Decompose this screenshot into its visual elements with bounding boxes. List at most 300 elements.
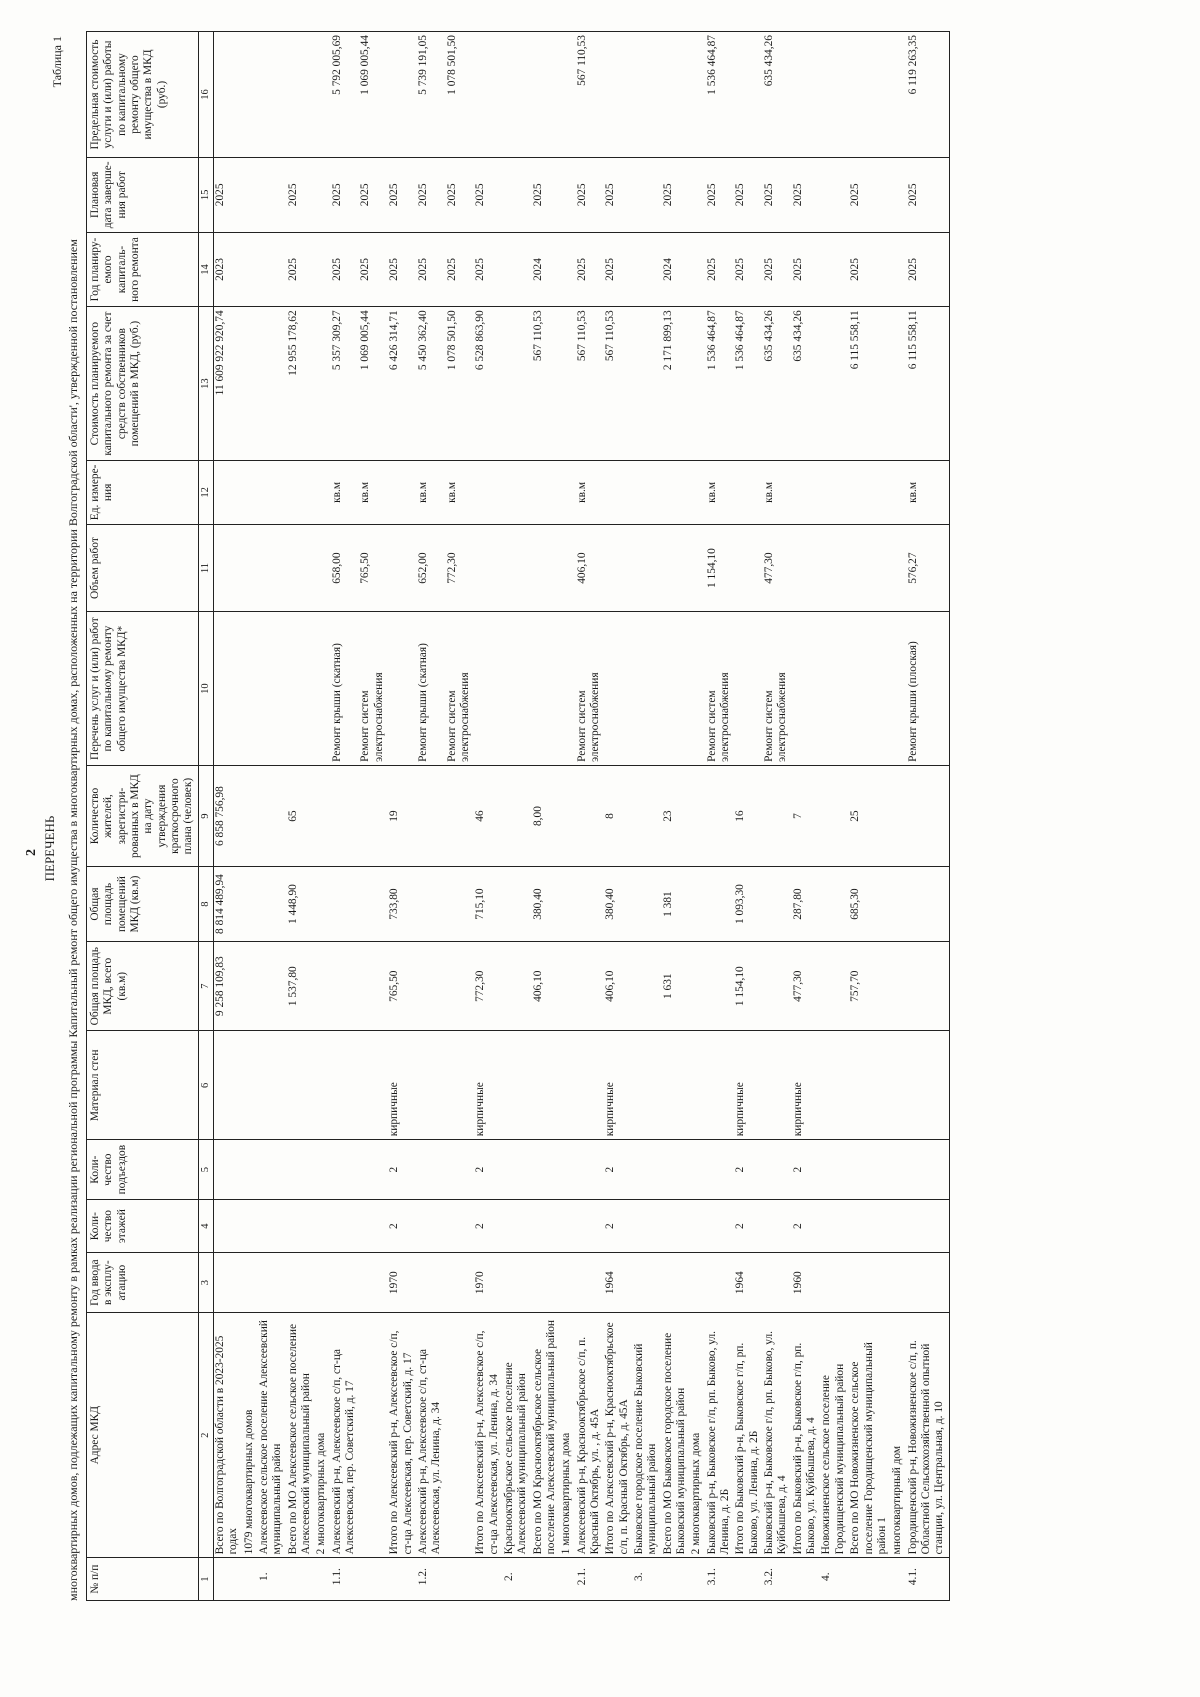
cell-year-built: [820, 1253, 849, 1313]
cell-premises-area: [503, 867, 532, 942]
cell-wall-material: [315, 1031, 330, 1140]
cell-address: Итого по Алексеевский р-н, Алексеевское с/п, ст-ца Алексеевская, ул. Ленина, д. 34: [474, 1313, 503, 1558]
cell-work-volume: 658,00: [331, 524, 360, 611]
cell-total-area: [560, 941, 575, 1031]
cell-number: 3.2.: [763, 1558, 792, 1601]
cell-work-volume: 406,10: [576, 524, 605, 611]
cell-year-built: [633, 1253, 662, 1313]
cell-floors: 2: [792, 1199, 821, 1252]
header-cell: Общая площадь МКД, всего (кв.м): [87, 941, 199, 1031]
cell-address: Итого по Быковский р-н, Быковское г/п, рп. Быково, ул. Ленина, д. 2Б: [734, 1313, 763, 1558]
column-number-row: [198, 32, 213, 1601]
cell-year-built: [690, 1253, 705, 1313]
cell-max-cost: [258, 32, 287, 158]
cell-unit: кв.м: [576, 460, 605, 524]
cell-premises-area: [315, 867, 330, 942]
cell-max-cost: [503, 32, 532, 158]
table-row: [243, 32, 258, 1601]
cell-repair-year: 2025: [706, 232, 735, 307]
cell-cost: [243, 307, 258, 461]
cell-entrances: 2: [474, 1140, 503, 1200]
table-row: [560, 32, 575, 1601]
cell-floors: [763, 1199, 792, 1252]
cell-number: [690, 1558, 705, 1601]
cell-residents: 46: [474, 765, 503, 866]
cell-total-area: [820, 941, 849, 1031]
cell-number: [849, 1558, 891, 1601]
cell-total-area: [446, 941, 475, 1031]
cell-completion-date: 2025: [734, 158, 763, 233]
cell-entrances: [891, 1140, 906, 1200]
cell-completion-date: 2025: [849, 158, 891, 233]
column-number: 11: [198, 524, 213, 611]
cell-work-volume: [604, 524, 633, 611]
cell-address: Алексеевский р-н, Алексеевское с/п, ст-ца Алексеевская, ул. Ленина, д. 34: [417, 1313, 446, 1558]
cell-completion-date: [315, 158, 330, 233]
cell-floors: [633, 1199, 662, 1252]
cell-total-area: 757,70: [849, 941, 891, 1031]
column-number: 10: [198, 612, 213, 766]
cell-address: Всего по Волгоградской области в 2023-2025 годах: [214, 1313, 243, 1558]
cell-year-built: [503, 1253, 532, 1313]
column-number: 12: [198, 460, 213, 524]
cell-unit: [662, 460, 691, 524]
cell-year-built: 1964: [604, 1253, 633, 1313]
cell-floors: [359, 1199, 388, 1252]
cell-residents: [891, 765, 906, 866]
cell-floors: [446, 1199, 475, 1252]
cell-unit: [792, 460, 821, 524]
table-row: [633, 32, 662, 1601]
cell-total-area: [690, 941, 705, 1031]
cell-year-built: [891, 1253, 906, 1313]
column-number: 14: [198, 232, 213, 307]
cell-completion-date: 2025: [214, 158, 243, 233]
cell-max-cost: [734, 32, 763, 158]
cell-number: [891, 1558, 906, 1601]
cell-completion-date: 2025: [388, 158, 417, 233]
cell-total-area: [417, 941, 446, 1031]
cell-cost: [891, 307, 906, 461]
column-number: 7: [198, 941, 213, 1031]
cell-repair-year: [690, 232, 705, 307]
cell-wall-material: [331, 1031, 360, 1140]
cell-cost: 6 115 558,11: [907, 307, 950, 461]
cell-address: 1079 многоквартирных домов: [243, 1313, 258, 1558]
cell-work-volume: [891, 524, 906, 611]
cell-wall-material: [633, 1031, 662, 1140]
cell-number: 3.1.: [706, 1558, 735, 1601]
cell-premises-area: [417, 867, 446, 942]
cell-entrances: [287, 1140, 316, 1200]
cell-work-type: Ремонт систем электроснабжения: [763, 612, 792, 766]
cell-max-cost: 635 434,26: [763, 32, 792, 158]
cell-year-built: 1970: [388, 1253, 417, 1313]
cell-work-volume: [503, 524, 532, 611]
cell-work-volume: 477,30: [763, 524, 792, 611]
cell-residents: [560, 765, 575, 866]
cell-completion-date: [258, 158, 287, 233]
cell-repair-year: 2024: [532, 232, 561, 307]
cell-year-built: [359, 1253, 388, 1313]
cell-total-area: 406,10: [532, 941, 561, 1031]
cell-max-cost: 5 792 005,69: [331, 32, 360, 158]
cell-premises-area: 380,40: [604, 867, 633, 942]
cell-repair-year: [503, 232, 532, 307]
page-number: 2: [24, 849, 39, 856]
cell-completion-date: 2025: [792, 158, 821, 233]
cell-unit: [243, 460, 258, 524]
cell-total-area: 772,30: [474, 941, 503, 1031]
cell-entrances: [359, 1140, 388, 1200]
cell-premises-area: 287,80: [792, 867, 821, 942]
cell-address: Городищенский р-н, Новожизненское с/п, п. Областной Сельскохозяйственной опытной станции, ул. Центральная, д. 10: [907, 1313, 950, 1558]
cell-floors: [417, 1199, 446, 1252]
table-row: [388, 32, 417, 1601]
cell-number: 4.1.: [907, 1558, 950, 1601]
cell-repair-year: 2025: [331, 232, 360, 307]
cell-work-volume: [474, 524, 503, 611]
cell-work-volume: [532, 524, 561, 611]
cell-residents: 7: [792, 765, 821, 866]
cell-unit: [633, 460, 662, 524]
cell-premises-area: [331, 867, 360, 942]
cell-year-built: [763, 1253, 792, 1313]
cell-number: [446, 1558, 475, 1601]
cell-address: Быковское городское поселение Быковский муниципальный район: [633, 1313, 662, 1558]
cell-work-volume: [662, 524, 691, 611]
cell-address: Итого по Алексеевский р-н, Алексеевское с/п, ст-ца Алексеевская, пер. Советский, д. 17: [388, 1313, 417, 1558]
cell-cost: [560, 307, 575, 461]
header-cell: Предельная стоимость услуги и (или) работы по капитальному ремонту общего имущества в МКД (руб.): [87, 32, 199, 158]
table-row: [820, 32, 849, 1601]
table-label: Таблица 1: [50, 36, 64, 88]
cell-premises-area: 1 381: [662, 867, 691, 942]
column-number: 9: [198, 765, 213, 866]
cell-max-cost: [633, 32, 662, 158]
cell-floors: [532, 1199, 561, 1252]
cell-address: 2 многоквартирных дома: [315, 1313, 330, 1558]
cell-max-cost: 1 536 464,87: [706, 32, 735, 158]
cell-completion-date: [633, 158, 662, 233]
cell-wall-material: [891, 1031, 906, 1140]
cell-year-built: [662, 1253, 691, 1313]
cell-residents: 65: [287, 765, 316, 866]
cell-year-built: [706, 1253, 735, 1313]
cell-max-cost: [891, 32, 906, 158]
cell-wall-material: [243, 1031, 258, 1140]
cell-wall-material: кирпичные: [792, 1031, 821, 1140]
table-row: [706, 32, 735, 1601]
cell-entrances: [258, 1140, 287, 1200]
document-title: ПЕРЕЧЕНЬ: [42, 815, 57, 882]
cell-wall-material: [503, 1031, 532, 1140]
cell-residents: [690, 765, 705, 866]
table-row: [315, 32, 330, 1601]
cell-premises-area: 1 093,30: [734, 867, 763, 942]
cell-address: [446, 1313, 475, 1558]
cell-residents: [907, 765, 950, 866]
cell-address: Быковский р-н, Быковское г/п, рп. Быково, ул. Ленина, д. 2Б: [706, 1313, 735, 1558]
cell-unit: [849, 460, 891, 524]
cell-year-built: [446, 1253, 475, 1313]
cell-year-built: [243, 1253, 258, 1313]
cell-wall-material: [907, 1031, 950, 1140]
table-row: [258, 32, 287, 1601]
cell-floors: [690, 1199, 705, 1252]
cell-work-volume: [258, 524, 287, 611]
cell-premises-area: 733,80: [388, 867, 417, 942]
cell-wall-material: [849, 1031, 891, 1140]
cell-premises-area: 685,30: [849, 867, 891, 942]
cell-work-type: Ремонт систем электроснабжения: [446, 612, 475, 766]
cell-address: Алексеевский р-н, Алексеевское с/п, ст-ца Алексеевская, пер. Советский, д. 17: [331, 1313, 360, 1558]
cell-total-area: 1 631: [662, 941, 691, 1031]
cell-cost: [820, 307, 849, 461]
cell-wall-material: кирпичные: [734, 1031, 763, 1140]
cell-cost: 11 609 922 920,74: [214, 307, 243, 461]
cell-total-area: [576, 941, 605, 1031]
table-row: [474, 32, 503, 1601]
cell-wall-material: [417, 1031, 446, 1140]
cell-unit: [604, 460, 633, 524]
cell-unit: кв.м: [706, 460, 735, 524]
cell-entrances: [243, 1140, 258, 1200]
column-number: 6: [198, 1031, 213, 1140]
cell-max-cost: [560, 32, 575, 158]
cell-wall-material: [560, 1031, 575, 1140]
cell-total-area: 1 154,10: [734, 941, 763, 1031]
cell-completion-date: [891, 158, 906, 233]
cell-max-cost: [532, 32, 561, 158]
cell-work-volume: 576,27: [907, 524, 950, 611]
cell-max-cost: [662, 32, 691, 158]
cell-floors: [258, 1199, 287, 1252]
header-cell: № п/п: [87, 1558, 199, 1601]
cell-cost: 567 110,53: [604, 307, 633, 461]
cell-entrances: [633, 1140, 662, 1200]
cell-address: Алексеевское сельское поселение Алексеевский муниципальный район: [258, 1313, 287, 1558]
cell-number: 2.1.: [576, 1558, 605, 1601]
cell-premises-area: [560, 867, 575, 942]
cell-number: 2.: [503, 1558, 532, 1601]
cell-year-built: [532, 1253, 561, 1313]
cell-repair-year: 2025: [576, 232, 605, 307]
cell-max-cost: 5 739 191,05: [417, 32, 446, 158]
cell-year-built: [287, 1253, 316, 1313]
cell-completion-date: 2025: [417, 158, 446, 233]
cell-residents: [820, 765, 849, 866]
cell-completion-date: [503, 158, 532, 233]
cell-repair-year: [560, 232, 575, 307]
table-row: [214, 32, 243, 1601]
cell-wall-material: [446, 1031, 475, 1140]
repair-list-table: [86, 31, 950, 1601]
cell-number: [315, 1558, 330, 1601]
document-subtitle: многоквартирных домов, подлежащих капитальному ремонту в рамках реализации региональной программы Капитальный ремонт общего имущества в многоквартирных домах, расположенных на территории Волгоградской области', утвержденной постановлением: [66, 239, 80, 1601]
cell-work-type: [792, 612, 821, 766]
cell-residents: 8: [604, 765, 633, 866]
cell-entrances: 2: [792, 1140, 821, 1200]
cell-floors: [706, 1199, 735, 1252]
cell-work-volume: 765,50: [359, 524, 388, 611]
cell-residents: [417, 765, 446, 866]
cell-work-volume: [792, 524, 821, 611]
cell-work-volume: 652,00: [417, 524, 446, 611]
cell-wall-material: [258, 1031, 287, 1140]
cell-unit: [690, 460, 705, 524]
cell-address: Итого по Быковский р-н, Быковское г/п, рп. Быково, ул. Куйбышева, д. 4: [792, 1313, 821, 1558]
cell-floors: 2: [734, 1199, 763, 1252]
cell-max-cost: [214, 32, 243, 158]
cell-premises-area: 8 814 489,94: [214, 867, 243, 942]
cell-completion-date: [820, 158, 849, 233]
cell-entrances: 2: [734, 1140, 763, 1200]
cell-entrances: 2: [604, 1140, 633, 1200]
cell-work-volume: [388, 524, 417, 611]
cell-residents: [359, 765, 388, 866]
cell-wall-material: [576, 1031, 605, 1140]
cell-floors: 2: [604, 1199, 633, 1252]
cell-residents: 19: [388, 765, 417, 866]
column-number: 15: [198, 158, 213, 233]
table-row: [604, 32, 633, 1601]
cell-floors: [315, 1199, 330, 1252]
cell-completion-date: 2025: [359, 158, 388, 233]
cell-number: 4.: [820, 1558, 849, 1601]
cell-premises-area: 1 448,90: [287, 867, 316, 942]
cell-residents: [243, 765, 258, 866]
cell-completion-date: [243, 158, 258, 233]
cell-work-type: Ремонт крыши (скатная): [417, 612, 446, 766]
cell-entrances: [763, 1140, 792, 1200]
cell-premises-area: [446, 867, 475, 942]
cell-floors: 2: [388, 1199, 417, 1252]
cell-repair-year: 2025: [417, 232, 446, 307]
cell-cost: 567 110,53: [576, 307, 605, 461]
header-cell: Перечень услуг и (или) работ по капитальному ремонту общего имущества МКД*: [87, 612, 199, 766]
cell-max-cost: [849, 32, 891, 158]
cell-unit: [315, 460, 330, 524]
cell-floors: [907, 1199, 950, 1252]
cell-work-volume: [690, 524, 705, 611]
cell-completion-date: [560, 158, 575, 233]
cell-work-type: [214, 612, 243, 766]
cell-total-area: 9 258 109,83: [214, 941, 243, 1031]
cell-unit: [474, 460, 503, 524]
header-row: [87, 32, 199, 1601]
cell-work-type: Ремонт систем электроснабжения: [706, 612, 735, 766]
cell-work-type: [734, 612, 763, 766]
cell-work-type: Ремонт систем электроснабжения: [576, 612, 605, 766]
cell-max-cost: [474, 32, 503, 158]
cell-cost: 1 078 501,50: [446, 307, 475, 461]
cell-work-type: [891, 612, 906, 766]
table-row: [734, 32, 763, 1601]
cell-unit: [258, 460, 287, 524]
header-cell: Год ввода в эксплу-атацию: [87, 1253, 199, 1313]
cell-cost: 6 115 558,11: [849, 307, 891, 461]
cell-entrances: [907, 1140, 950, 1200]
cell-max-cost: [690, 32, 705, 158]
cell-residents: 16: [734, 765, 763, 866]
cell-total-area: 1 537,80: [287, 941, 316, 1031]
cell-work-type: [532, 612, 561, 766]
cell-premises-area: [258, 867, 287, 942]
cell-address: Всего по МО Алексеевское сельское поселение Алексеевский муниципальный район: [287, 1313, 316, 1558]
cell-year-built: 1964: [734, 1253, 763, 1313]
cell-residents: [446, 765, 475, 866]
cell-wall-material: кирпичные: [474, 1031, 503, 1140]
cell-entrances: [503, 1140, 532, 1200]
cell-completion-date: 2025: [532, 158, 561, 233]
cell-completion-date: 2025: [331, 158, 360, 233]
cell-unit: кв.м: [331, 460, 360, 524]
table-row: [446, 32, 475, 1601]
cell-cost: 1 536 464,87: [734, 307, 763, 461]
cell-unit: [734, 460, 763, 524]
column-number: 13: [198, 307, 213, 461]
cell-unit: кв.м: [446, 460, 475, 524]
cell-year-built: [315, 1253, 330, 1313]
header-cell: Коли-чество подъездов: [87, 1140, 199, 1200]
cell-total-area: [907, 941, 950, 1031]
cell-unit: [560, 460, 575, 524]
cell-number: [604, 1558, 633, 1601]
cell-work-type: [258, 612, 287, 766]
cell-wall-material: [690, 1031, 705, 1140]
cell-residents: [706, 765, 735, 866]
cell-max-cost: 1 078 501,50: [446, 32, 475, 158]
cell-number: [388, 1558, 417, 1601]
cell-premises-area: [576, 867, 605, 942]
table-row: [763, 32, 792, 1601]
cell-entrances: [417, 1140, 446, 1200]
cell-wall-material: [214, 1031, 243, 1140]
cell-year-built: [331, 1253, 360, 1313]
cell-address: Всего по МО Новожизненское сельское поселение Городищенский муниципальный район 1: [849, 1313, 891, 1558]
cell-cost: [690, 307, 705, 461]
cell-premises-area: [690, 867, 705, 942]
cell-repair-year: [820, 232, 849, 307]
cell-wall-material: кирпичные: [388, 1031, 417, 1140]
cell-floors: [820, 1199, 849, 1252]
cell-residents: [331, 765, 360, 866]
cell-completion-date: [690, 158, 705, 233]
cell-residents: [315, 765, 330, 866]
cell-completion-date: 2025: [474, 158, 503, 233]
cell-unit: [214, 460, 243, 524]
cell-floors: 2: [474, 1199, 503, 1252]
cell-total-area: [891, 941, 906, 1031]
cell-cost: 6 528 863,90: [474, 307, 503, 461]
cell-floors: [576, 1199, 605, 1252]
cell-repair-year: 2025: [849, 232, 891, 307]
table-row: [662, 32, 691, 1601]
cell-residents: [258, 765, 287, 866]
column-number: 5: [198, 1140, 213, 1200]
cell-work-volume: [214, 524, 243, 611]
cell-unit: [820, 460, 849, 524]
table-row: [503, 32, 532, 1601]
cell-cost: 6 426 314,71: [388, 307, 417, 461]
cell-unit: [287, 460, 316, 524]
table-row: [907, 32, 950, 1601]
cell-work-volume: [633, 524, 662, 611]
cell-address: Краснооктябрьское сельское поселение Алексеевский муниципальный район: [503, 1313, 532, 1558]
cell-floors: [662, 1199, 691, 1252]
cell-number: [792, 1558, 821, 1601]
